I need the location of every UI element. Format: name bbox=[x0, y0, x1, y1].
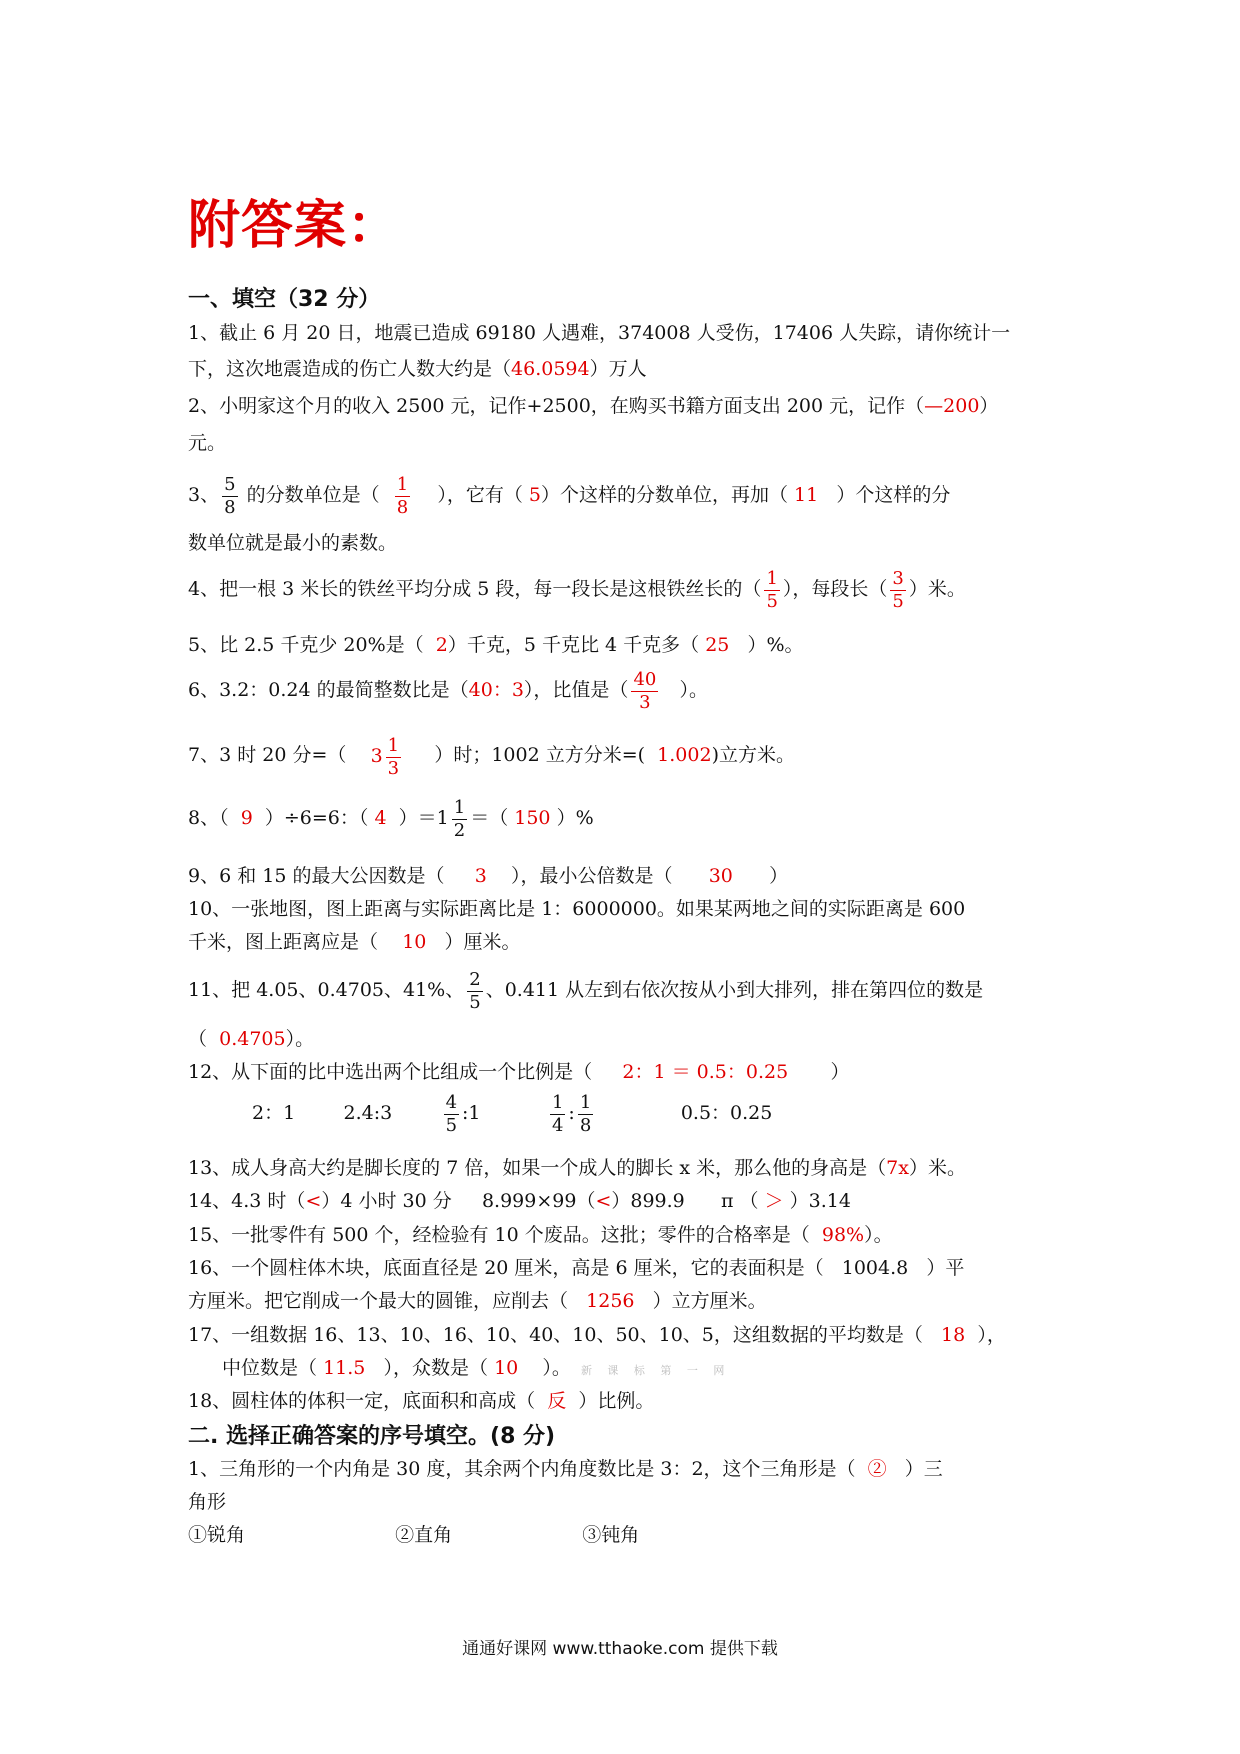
q14-line: 14、4.3 时（<）4 小时 30 分 8.999×99（<）899.9 π （ ＞ ）3.14 bbox=[188, 1190, 851, 1212]
q7-line: 7、3 时 20 分=（ 3 $\frac{1}{3}$ ）时；1002 立方分米=( 1.002)立方米。 bbox=[188, 730, 795, 781]
q15-line: 15、一批零件有 500 个，经检验有 10 个废品。这批；零件的合格率是（ 98%）。 bbox=[188, 1224, 893, 1246]
s2-q1-line-1: 1、三角形的一个内角是 30 度，其余两个内角度数比是 3：2，这个三角形是（ ② ）三 bbox=[188, 1458, 943, 1480]
q6-answer-2: $\frac{40}{3}$ bbox=[633, 668, 657, 713]
s2-q1-answer: ② bbox=[867, 1458, 887, 1480]
q9-line: 9、6 和 15 的最大公因数是（ 3 ），最小公倍数是（ 30 ） bbox=[188, 865, 789, 887]
q1-line-1: 1、截止 6 月 20 日，地震已造成 69180 人遇难，374008 人受伤，17406 人失踪，请你统计一 bbox=[188, 322, 1011, 344]
section-2-heading: 二. 选择正确答案的序号填空。(8 分) bbox=[188, 1424, 556, 1449]
q7-answer-2: 1.002 bbox=[657, 744, 712, 766]
q14-answer-3: ＞ bbox=[764, 1190, 784, 1212]
q7-answer-1: 3 $\frac{1}{3}$ bbox=[370, 734, 400, 779]
q4-line: 4、把一根 3 米长的铁丝平均分成 5 段，每一段长是这根铁丝长的（ $\frac{1}{5}$ ），每段长（ $\frac{3}{5}$ ）米。 bbox=[188, 567, 966, 612]
q12-options bbox=[252, 1088, 772, 1138]
s2-option-3: ③钝角 bbox=[582, 1524, 640, 1546]
q2-answer: —200 bbox=[924, 395, 980, 417]
q16-line-1: 16、一个圆柱体木块，底面直径是 20 厘米，高是 6 厘米，它的表面积是（ 1004.8 ）平 bbox=[188, 1257, 965, 1279]
q5-answer-2: 25 bbox=[705, 634, 730, 656]
q2-line-2: 元。 bbox=[188, 432, 227, 454]
q6-line: 6、3.2：0.24 的最简整数比是（40：3），比值是（ $\frac{40}{3}$ ）。 bbox=[188, 668, 708, 713]
q11-fraction: $\frac{2}{5}$ bbox=[469, 968, 481, 1013]
q18-answer: 反 bbox=[547, 1390, 567, 1412]
q17-line-1: 17、一组数据 16、13、10、16、10、40、10、50、10、5，这组数据的平均数是（ 18 ）， bbox=[188, 1324, 1006, 1346]
q15-answer: 98% bbox=[821, 1224, 865, 1246]
q18-line: 18、圆柱体的体积一定，底面积和高成（ 反 ）比例。 bbox=[188, 1390, 655, 1412]
q3-answer-2: 5 bbox=[528, 484, 541, 506]
q3-line-2: 数单位就是最小的素数。 bbox=[188, 532, 398, 554]
q16-line-2: 方厘米。把它削成一个最大的圆锥，应削去（ 1256 ）立方厘米。 bbox=[188, 1290, 767, 1312]
q6-answer-1: 40：3 bbox=[468, 679, 524, 701]
q9-answer-2: 30 bbox=[708, 865, 733, 887]
q11-line-2: （ 0.4705）。 bbox=[188, 1028, 315, 1050]
q11-answer: 0.4705 bbox=[219, 1028, 286, 1050]
q12-option-4: $\frac{1}{4}$ : $\frac{1}{8}$ bbox=[551, 1091, 592, 1136]
q13-line: 13、成人身高大约是脚长度的 7 倍，如果一个成人的脚长 x 米，那么他的身高是（7x）米。 bbox=[188, 1157, 966, 1179]
section-1-heading: 一、填空（32 分） bbox=[188, 287, 381, 312]
q12-option-1: 2：1 bbox=[252, 1102, 296, 1124]
q5-answer-1: 2 bbox=[435, 634, 448, 656]
q4-answer-1: $\frac{1}{5}$ bbox=[766, 567, 778, 612]
q16-answer-2: 1256 bbox=[586, 1290, 635, 1312]
q17-answer-3: 10 bbox=[494, 1357, 519, 1379]
q8-answer-1: 9 bbox=[240, 807, 253, 829]
q1-line-2: 下，这次地震造成的伤亡人数大约是（46.0594）万人 bbox=[188, 358, 647, 380]
q12-option-3: $\frac{4}{5}$ :1 bbox=[445, 1091, 481, 1136]
q12-option-2: 2.4:3 bbox=[343, 1102, 393, 1124]
q8-fraction: $\frac{1}{2}$ bbox=[453, 796, 466, 841]
q4-answer-2: $\frac{3}{5}$ bbox=[892, 567, 904, 612]
q2-line-1: 2、小明家这个月的收入 2500 元，记作+2500，在购买书籍方面支出 200 元，记作（—200） bbox=[188, 395, 999, 417]
q11-line-1: 11、把 4.05、0.4705、41%、 $\frac{2}{5}$ 、0.411 从左到右依次按从小到大排列，排在第四位的数是 bbox=[188, 968, 984, 1013]
page-title: 附答案： bbox=[188, 196, 401, 256]
q5-line: 5、比 2.5 千克少 20%是（ 2）千克，5 千克比 4 千克多（ 25 ）%。 bbox=[188, 634, 804, 656]
q12-answer: 2：1 ＝ 0.5：0.25 bbox=[622, 1061, 789, 1083]
q8-answer-3: 150 bbox=[514, 807, 551, 829]
q8-answer-2: 4 bbox=[374, 807, 387, 829]
q16-answer-1: 1004.8 bbox=[841, 1257, 909, 1279]
q3-answer-3: 11 bbox=[794, 484, 819, 506]
q17-answer-2: 11.5 bbox=[323, 1357, 366, 1379]
s2-q1-options bbox=[188, 1522, 639, 1548]
q3-line-1: 3、 $\frac{5}{8}$ 的分数单位是（ $\frac{1}{8}$ ），它有（ 5）个这样的分数单位，再加（ 11 ）个这样的分 bbox=[188, 473, 951, 518]
q10-line-1: 10、一张地图，图上距离与实际距离比是 1：6000000。如果某两地之间的实际距离是 600 bbox=[188, 898, 966, 920]
q3-answer-1: $\frac{1}{8}$ bbox=[396, 473, 409, 518]
q12-option-5: 0.5：0.25 bbox=[680, 1102, 773, 1124]
q14-answer-1: < bbox=[305, 1190, 322, 1212]
q10-answer: 10 bbox=[402, 931, 427, 953]
q12-line-1: 12、从下面的比中选出两个比组成一个比例是（ 2：1 ＝ 0.5：0.25 ） bbox=[188, 1061, 850, 1083]
q1-answer: 46.0594 bbox=[511, 358, 590, 380]
q17-answer-1: 18 bbox=[941, 1324, 966, 1346]
q10-line-2: 千米，图上距离应是（ 10 ）厘米。 bbox=[188, 931, 521, 953]
s2-q1-line-2: 角形 bbox=[188, 1491, 227, 1513]
footer-credit: 通通好课网 www.tthaoke.com 提供下载 bbox=[462, 1639, 778, 1659]
q3-fraction: $\frac{5}{8}$ bbox=[224, 473, 236, 518]
q17-line-2: 中位数是（ 11.5 ），众数是（ 10 ）。 新 课 标 第 一 网 bbox=[222, 1357, 731, 1379]
s2-option-1: ①锐角 bbox=[188, 1524, 246, 1546]
watermark-text: 新 课 标 第 一 网 bbox=[580, 1364, 731, 1377]
s2-option-2: ②直角 bbox=[395, 1524, 453, 1546]
q9-answer-1: 3 bbox=[474, 865, 487, 887]
q8-line: 8、（ 9 ）÷6=6：（ 4 ）＝1 $\frac{1}{2}$ ＝（ 150 ）% bbox=[188, 796, 594, 841]
q14-answer-2: < bbox=[595, 1190, 612, 1212]
q13-answer: 7x bbox=[886, 1157, 909, 1179]
